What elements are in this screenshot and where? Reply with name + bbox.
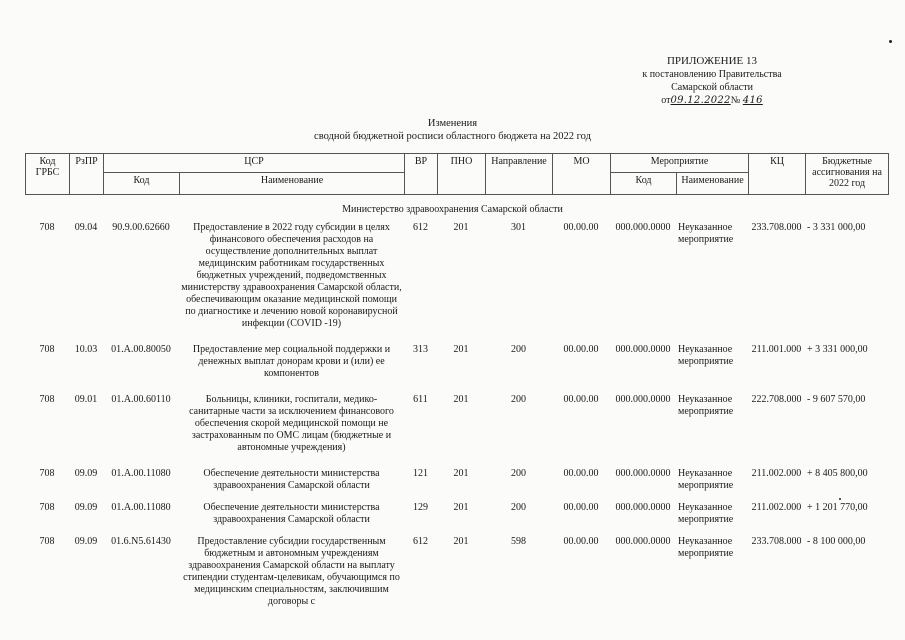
- cell-grbs: 708: [39, 394, 55, 405]
- cell-event-code: 000.000.0000: [615, 344, 671, 355]
- cell-direction: 200: [511, 344, 526, 355]
- header-vr: ВР: [405, 154, 438, 195]
- cell-event-code: 000.000.0000: [615, 468, 671, 479]
- cell-rzpr: 09.01: [74, 394, 98, 405]
- header-csr-name: Наименование: [180, 173, 405, 195]
- document-title: [0, 117, 905, 143]
- cell-vr: 129: [413, 502, 428, 513]
- cell-event-name: Неуказанное мероприятие: [678, 536, 734, 559]
- cell-amount: + 3 331 000,00: [807, 344, 868, 355]
- cell-direction: 200: [511, 394, 526, 405]
- cell-csr-name: Предоставление субсидии государственным бюджетным и автономным учреждениям здравоохранения Самарской области на выплату стипендии студентам-целевикам, обучающимся по медицинским специальностям, заключившим договоры с: [183, 536, 400, 607]
- appendix-date-line: [607, 94, 817, 107]
- header-event-name: Наименование: [677, 173, 749, 195]
- cell-event-name: Неуказанное мероприятие: [678, 344, 734, 367]
- cell-csr-name: Обеспечение деятельности министерства здравоохранения Самарской области: [203, 468, 380, 491]
- cell-pno: 201: [453, 222, 469, 233]
- cell-rzpr: 09.09: [74, 468, 98, 479]
- cell-event-code: 000.000.0000: [615, 536, 671, 547]
- cell-kc: 233.708.000: [751, 536, 802, 547]
- cell-event-code: 000.000.0000: [615, 222, 671, 233]
- cell-kc: 211.002.000: [751, 502, 802, 513]
- cell-mo: 00.00.00: [563, 502, 599, 513]
- cell-amount: + 8 405 800,00: [807, 468, 868, 479]
- cell-mo: 00.00.00: [563, 344, 599, 355]
- row-spacer: [25, 492, 888, 502]
- cell-csr-name: Обеспечение деятельности министерства здравоохранения Самарской области: [203, 502, 380, 525]
- cell-grbs: 708: [39, 536, 55, 547]
- cell-kc: 211.002.000: [751, 468, 802, 479]
- table-row: [25, 394, 888, 454]
- row-spacer: [25, 526, 888, 536]
- cell-pno: 201: [453, 344, 469, 355]
- cell-csr-name: Предоставление мер социальной поддержки и денежных выплат донорам крови и (или) ее компонентов: [192, 344, 391, 379]
- cell-direction: 598: [511, 536, 526, 547]
- cell-mo: 00.00.00: [563, 536, 599, 547]
- cell-kc: 233.708.000: [751, 222, 802, 233]
- header-csr-code: Код: [104, 173, 180, 195]
- ministry-heading: Министерство здравоохранения Самарской области: [342, 204, 563, 215]
- cell-rzpr: 10.03: [74, 344, 98, 355]
- header-event-code: Код: [611, 173, 677, 195]
- row-spacer: [25, 454, 888, 468]
- number-sign: №: [730, 95, 741, 106]
- cell-pno: 201: [453, 536, 469, 547]
- cell-csr-code: 01.А.00.80050: [111, 344, 171, 355]
- table-row: [25, 468, 888, 492]
- cell-event-code: 000.000.0000: [615, 502, 671, 513]
- cell-event-code: 000.000.0000: [615, 394, 671, 405]
- cell-pno: 201: [453, 468, 469, 479]
- cell-rzpr: 09.09: [74, 502, 98, 513]
- header-table: [25, 153, 889, 195]
- cell-csr-name: Предоставление в 2022 году субсидии в целях финансового обеспечения расходов на осуществление дополнительных выплат медицинским работникам государственных бюджетных учреждений, подведомственных министерству здравоохранения Самарской области, обеспечивающим оказание медицинской помощи по диагностике и лечению новой коронавирусной инфекции (COVID -19): [181, 222, 402, 329]
- header-kc: КЦ: [749, 154, 806, 195]
- cell-csr-name: Больницы, клиники, госпитали, медико-санитарные части за исключением финансового обеспечения скорой медицинской помощи не застрахованным по ОМС лицам (бюджетные и автономные учреждения): [189, 394, 394, 453]
- appendix-title: ПРИЛОЖЕНИЕ 13: [666, 55, 758, 67]
- cell-vr: 612: [413, 536, 428, 547]
- cell-amount: - 9 607 570,00: [807, 394, 866, 405]
- title-line: сводной бюджетной росписи областного бюджета на 2022 год: [314, 131, 591, 142]
- cell-amount: - 8 100 000,00: [807, 536, 866, 547]
- cell-vr: 611: [413, 394, 428, 405]
- cell-csr-code: 01.А.00.60110: [111, 394, 171, 405]
- cell-grbs: 708: [39, 222, 55, 233]
- cell-csr-code: 01.6.N5.61430: [111, 536, 171, 547]
- header-direction: Направление: [486, 154, 553, 195]
- table-row: [25, 344, 888, 380]
- cell-grbs: 708: [39, 502, 55, 513]
- from-prefix: от: [661, 95, 671, 106]
- table-row: [25, 502, 888, 526]
- cell-amount: - 3 331 000,00: [807, 222, 866, 233]
- cell-event-name: Неуказанное мероприятие: [678, 502, 734, 525]
- cell-csr-code: 90.9.00.62660: [112, 222, 170, 233]
- cell-grbs: 708: [39, 344, 55, 355]
- cell-rzpr: 09.04: [74, 222, 98, 233]
- scan-speck: [889, 40, 892, 43]
- cell-event-name: Неуказанное мероприятие: [678, 394, 734, 417]
- cell-direction: 200: [511, 468, 526, 479]
- cell-kc: 211.001.000: [751, 344, 802, 355]
- cell-pno: 201: [453, 502, 469, 513]
- header-rzpr: РзПР: [70, 154, 104, 195]
- cell-kc: 222.708.000: [751, 394, 802, 405]
- cell-grbs: 708: [39, 468, 55, 479]
- cell-rzpr: 09.09: [74, 536, 98, 547]
- cell-mo: 00.00.00: [563, 222, 599, 233]
- cell-event-name: Неуказанное мероприятие: [678, 468, 734, 491]
- appendix-line: к постановлению Правительства: [642, 69, 782, 80]
- cell-csr-code: 01.А.00.11080: [111, 468, 171, 479]
- appendix-line: Самарской области: [671, 82, 753, 93]
- cell-amount: + 1 201 770,00: [807, 502, 868, 513]
- cell-direction: 301: [511, 222, 526, 233]
- row-spacer: [25, 330, 888, 344]
- header-grbs: Код ГРБС: [26, 154, 70, 195]
- cell-vr: 313: [413, 344, 428, 355]
- cell-event-name: Неуказанное мероприятие: [678, 222, 734, 245]
- title-line: Изменения: [427, 118, 478, 129]
- header-pno: ПНО: [438, 154, 486, 195]
- handwritten-date: 09.12.2022: [670, 95, 731, 106]
- header-event: Мероприятие: [611, 154, 749, 173]
- data-table: [25, 222, 888, 608]
- cell-csr-code: 01.А.00.11080: [111, 502, 171, 513]
- header-mo: МО: [553, 154, 611, 195]
- table-row: [25, 536, 888, 608]
- header-budget: Бюджетные ассигнования на 2022 год: [806, 154, 889, 195]
- cell-vr: 612: [413, 222, 428, 233]
- cell-mo: 00.00.00: [563, 394, 599, 405]
- cell-pno: 201: [453, 394, 469, 405]
- appendix-block: [607, 55, 817, 107]
- cell-mo: 00.00.00: [563, 468, 599, 479]
- row-spacer: [25, 380, 888, 394]
- table-row: [25, 222, 888, 330]
- cell-direction: 200: [511, 502, 526, 513]
- header-csr: ЦСР: [104, 154, 405, 173]
- cell-vr: 121: [413, 468, 428, 479]
- handwritten-number: 416: [742, 95, 763, 106]
